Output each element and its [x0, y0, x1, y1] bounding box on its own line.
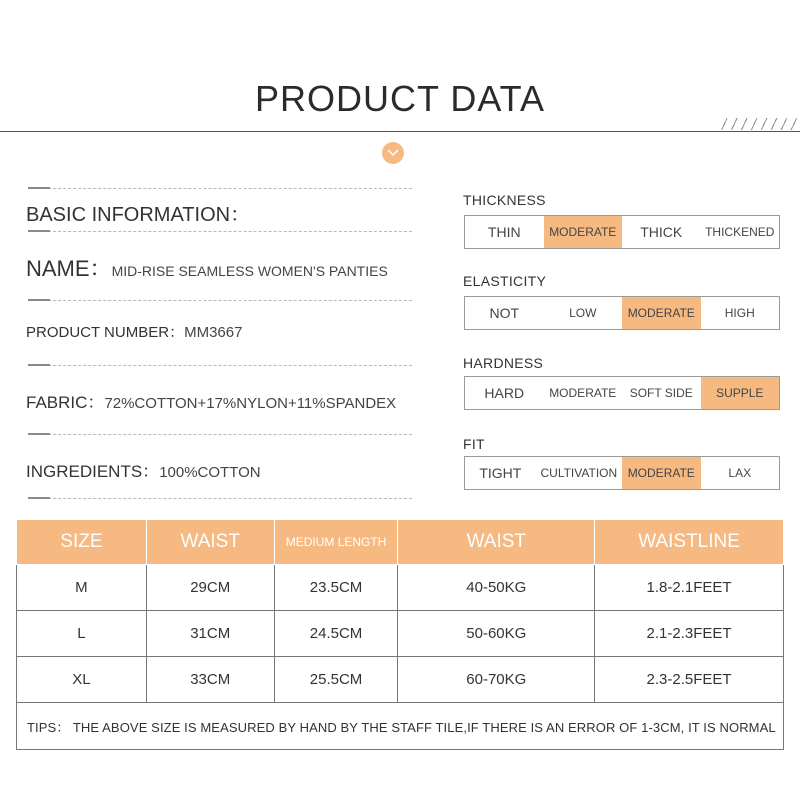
ingredients-row	[26, 457, 261, 482]
fit-option-lax: LAX	[728, 466, 752, 480]
ingredients-value: 100%COTTON	[159, 464, 261, 481]
hardness-option-hard: HARD	[484, 385, 525, 401]
dotted-divider	[28, 231, 412, 232]
cell-waistline: 2.3-2.5FEET	[595, 657, 784, 703]
header-medium-length: MEDIUM LENGTH	[274, 520, 398, 565]
dotted-divider	[28, 365, 412, 366]
cell-medium-length: 23.5CM	[274, 565, 398, 611]
fabric-row	[26, 388, 396, 413]
cell-size: L	[17, 611, 147, 657]
decorative-hatch	[720, 118, 798, 130]
basic-info-heading: BASIC INFORMATION：	[26, 204, 251, 226]
fabric-value: 72%COTTON+17%NYLON+11%SPANDEX	[104, 395, 397, 412]
thickness-title: THICKNESS	[463, 192, 546, 208]
cell-weight: 50-60KG	[398, 611, 595, 657]
elasticity-option-high: HIGH	[724, 306, 755, 320]
product-number-row	[26, 321, 242, 342]
elasticity-option-not: NOT	[489, 305, 520, 321]
thickness-scale	[464, 215, 780, 249]
size-table	[16, 519, 784, 750]
thickness-option-thick: THICK	[640, 224, 683, 240]
thickness-option-thickened: THICKENED	[705, 225, 775, 239]
cell-weight: 40-50KG	[398, 565, 595, 611]
tips-row	[17, 703, 784, 750]
table-header-row	[17, 520, 784, 565]
elasticity-option-low: LOW	[569, 306, 597, 320]
table-row	[17, 611, 784, 657]
fit-option-tight: TIGHT	[479, 465, 522, 481]
dotted-divider	[28, 300, 412, 301]
thickness-option-moderate: MODERATE	[544, 216, 623, 248]
header-size: SIZE	[17, 520, 147, 565]
dotted-divider	[28, 498, 412, 499]
cell-waist: 29CM	[146, 565, 274, 611]
ingredients-label: INGREDIENTS：	[26, 462, 160, 481]
elasticity-scale	[464, 296, 780, 330]
divider-accent	[28, 497, 50, 499]
dotted-divider	[28, 434, 412, 435]
cell-waistline: 1.8-2.1FEET	[595, 565, 784, 611]
name-value: MID-RISE SEAMLESS WOMEN'S PANTIES	[111, 263, 388, 279]
cell-size: M	[17, 565, 147, 611]
hardness-title: HARDNESS	[463, 355, 544, 371]
chevron-down-icon	[382, 142, 404, 164]
product-number-value: MM3667	[184, 324, 243, 341]
title-divider	[0, 131, 800, 132]
divider-accent	[28, 433, 50, 435]
tips-text: TIPS： THE ABOVE SIZE IS MEASURED BY HAND BY THE STAFF TILE,IF THERE IS AN ERROR OF 1-3CM, IT IS NORMAL	[17, 703, 784, 750]
fit-scale	[464, 456, 780, 490]
header-weight: WAIST	[398, 520, 595, 565]
divider-accent	[28, 299, 50, 301]
fit-option-moderate: MODERATE	[622, 457, 701, 489]
elasticity-option-moderate: MODERATE	[622, 297, 701, 329]
divider-accent	[28, 187, 50, 189]
product-number-label: PRODUCT NUMBER：	[26, 324, 185, 341]
page-title: PRODUCT DATA	[254, 78, 545, 119]
name-row	[26, 252, 388, 283]
header-waistline: WAISTLINE	[595, 520, 784, 565]
table-row	[17, 565, 784, 611]
divider-accent	[28, 230, 50, 232]
hardness-option-moderate: MODERATE	[549, 386, 617, 400]
cell-medium-length: 25.5CM	[274, 657, 398, 703]
header-waist: WAIST	[146, 520, 274, 565]
cell-waist: 31CM	[146, 611, 274, 657]
cell-medium-length: 24.5CM	[274, 611, 398, 657]
fabric-label: FABRIC：	[26, 393, 105, 412]
fit-title: FIT	[463, 436, 485, 452]
cell-waist: 33CM	[146, 657, 274, 703]
elasticity-title: ELASTICITY	[463, 273, 547, 289]
dotted-divider	[28, 188, 412, 189]
divider-accent	[28, 364, 50, 366]
thickness-option-thin: THIN	[487, 224, 521, 240]
table-row	[17, 657, 784, 703]
hardness-option-soft-side: SOFT SIDE	[629, 386, 693, 400]
cell-size: XL	[17, 657, 147, 703]
fit-option-cultivation: CULTIVATION	[540, 466, 618, 480]
cell-weight: 60-70KG	[398, 657, 595, 703]
hardness-scale	[464, 376, 780, 410]
name-label: NAME：	[26, 256, 112, 281]
cell-waistline: 2.1-2.3FEET	[595, 611, 784, 657]
hardness-option-supple: SUPPLE	[701, 377, 780, 409]
